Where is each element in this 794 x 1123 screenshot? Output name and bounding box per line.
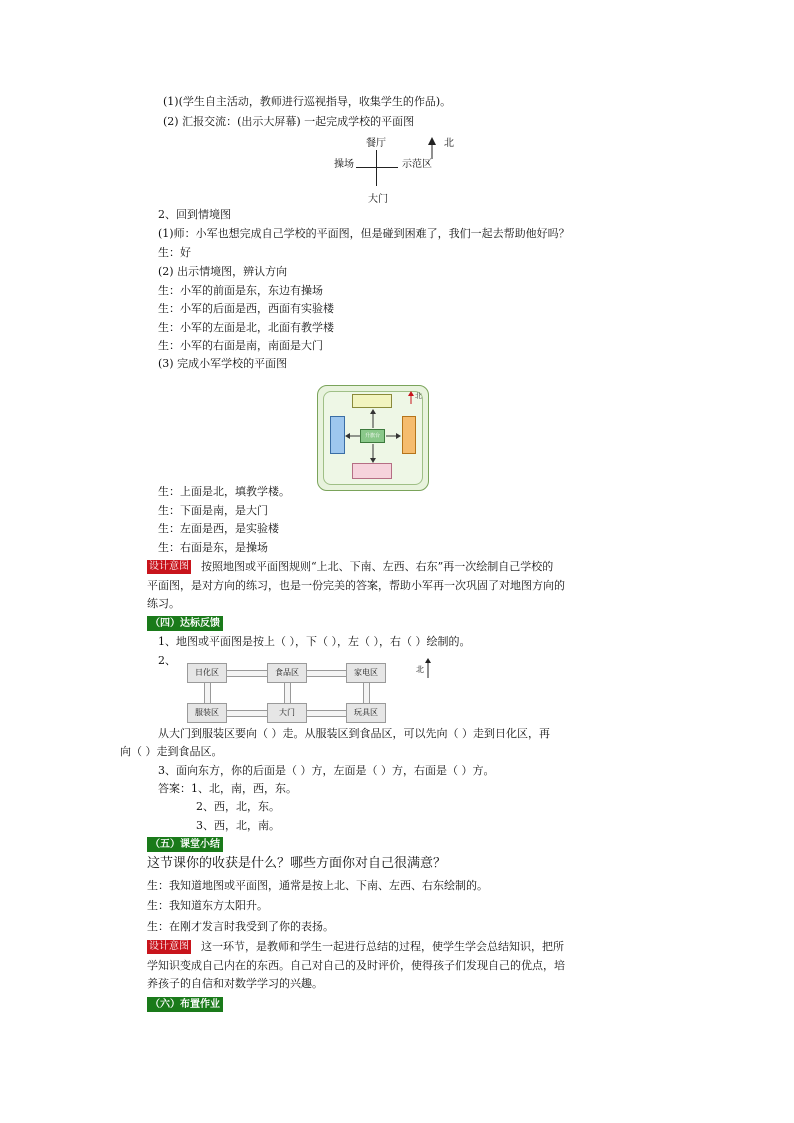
design-intention-tag: 设计意图: [149, 561, 189, 572]
road: [284, 683, 291, 703]
plan-north-arrow-icon: [408, 391, 414, 404]
design-2-line-a: 这一环节，是教师和学生一起进行总结的过程，使学生学会总结知识，把所: [201, 940, 564, 953]
question-2-number: 2、: [158, 654, 176, 667]
compass-horizontal-line: [356, 167, 398, 168]
compass-north-label: 北: [444, 138, 454, 149]
answer-key-2: 2、西，北，东。: [196, 800, 280, 813]
compass-north-place: 餐厅: [366, 138, 386, 149]
section-6-tag: （六）布置作业: [147, 997, 223, 1012]
line-2-2d: 生：小军的右面是南，南面是大门: [158, 339, 323, 352]
summary-question: 这节课你的收获是什么？哪些方面你对自己很满意？: [147, 856, 447, 871]
design-1-line-c: 练习。: [147, 597, 180, 610]
answer-2: 生：下面是南，是大门: [158, 504, 268, 517]
compass-vertical-line: [376, 150, 377, 186]
zone-jiadian: 家电区: [346, 663, 386, 683]
answer-1: 生：上面是北，填教学楼。: [158, 485, 290, 498]
line-2-1: (1)师：小军也想完成自己学校的平面图，但是碰到困难了，我们一起去帮助他好吗？: [158, 227, 570, 240]
road: [306, 710, 348, 717]
summary-answer-1: 生：我知道地图或平面图，通常是按上北、下南、左西、右东绘制的。: [147, 879, 488, 892]
question-2-line-b: 向（ ）走到食品区。: [120, 745, 223, 758]
zone-damen: 大门: [267, 703, 307, 723]
summary-answer-2: 生：我知道东方太阳升。: [147, 899, 268, 912]
activity-line: (1)(学生自主活动，教师进行巡视指导，收集学生的作品)。: [163, 95, 452, 108]
compass-west-place: 操场: [334, 159, 354, 170]
road: [227, 670, 269, 677]
summary-answer-3: 生：在刚才发言时我受到了你的表扬。: [147, 920, 334, 933]
plan-north-label: 北: [415, 392, 422, 400]
zone-fuzhuang: 服装区: [187, 703, 227, 723]
section-5-tag: （五）课堂小结: [147, 837, 223, 852]
compass-east-place: 示范区: [402, 159, 432, 170]
question-3: 3、面向东方，你的后面是（ ）方，左面是（ ）方，右面是（ ）方。: [158, 764, 495, 777]
plan-north-building: [352, 394, 392, 408]
line-2-2c: 生：小军的左面是北，北面有教学楼: [158, 321, 334, 334]
market-north-label: 北: [416, 665, 424, 674]
plan-east-building: [402, 416, 416, 454]
road: [306, 670, 348, 677]
road: [227, 710, 269, 717]
design-2-line-c: 养孩子的自信和对数学学习的兴趣。: [147, 977, 323, 990]
plan-direction-arrows-icon: [345, 408, 401, 464]
design-2-line-b: 学知识变成自己内在的东西。自己对自己的及时评价，使得孩子们发现自己的优点，培: [147, 959, 565, 972]
line-2-2: (2) 出示情境图，辨认方向: [158, 265, 288, 278]
design-intention-tag: 设计意图: [149, 941, 189, 952]
line-2-2b: 生：小军的后面是西，西面有实验楼: [158, 302, 334, 315]
question-1: 1、地图或平面图是按上（ ），下（ ），左（ ），右（ ）绘制的。: [158, 635, 471, 648]
design-1-line-a: 按照地图或平面图规则“上北、下南、左西、右东”再一次绘制自己学校的: [201, 560, 554, 573]
report-line: (2) 汇报交流：(出示大屏幕) 一起完成学校的平面图: [163, 115, 415, 128]
north-arrow-icon: [428, 137, 436, 159]
line-2-3: (3) 完成小军学校的平面图: [158, 357, 288, 370]
road: [363, 683, 370, 703]
compass-south-place: 大门: [368, 194, 388, 205]
plan-south-building: [352, 463, 392, 479]
flag-platform: 升旗台: [360, 429, 385, 443]
market-north-arrow-icon: [425, 658, 431, 678]
question-2-line-a: 从大门到服装区要向（ ）走。从服装区到食品区，可以先向（ ）走到日化区，再: [158, 727, 550, 740]
answer-4: 生：右面是东，是操场: [158, 541, 268, 554]
road: [204, 683, 211, 703]
section-2-heading: 2、回到情境图: [158, 208, 231, 221]
line-2-1a: 生：好: [158, 246, 191, 259]
zone-shipin: 食品区: [267, 663, 307, 683]
answer-key-1: 答案：1、北，南，西，东。: [158, 782, 297, 795]
plan-west-building: [330, 416, 345, 454]
zone-wanju: 玩具区: [346, 703, 386, 723]
design-1-line-b: 平面图，是对方向的练习，也是一份完美的答案，帮助小军再一次巩固了对地图方向的: [147, 579, 565, 592]
answer-3: 生：左面是西，是实验楼: [158, 522, 279, 535]
school-plan-diagram: [317, 385, 429, 491]
answer-key-3: 3、西，北，南。: [196, 819, 280, 832]
section-4-tag: （四）达标反馈: [147, 616, 223, 631]
line-2-2a: 生：小军的前面是东，东边有操场: [158, 284, 323, 297]
zone-rihua: 日化区: [187, 663, 227, 683]
